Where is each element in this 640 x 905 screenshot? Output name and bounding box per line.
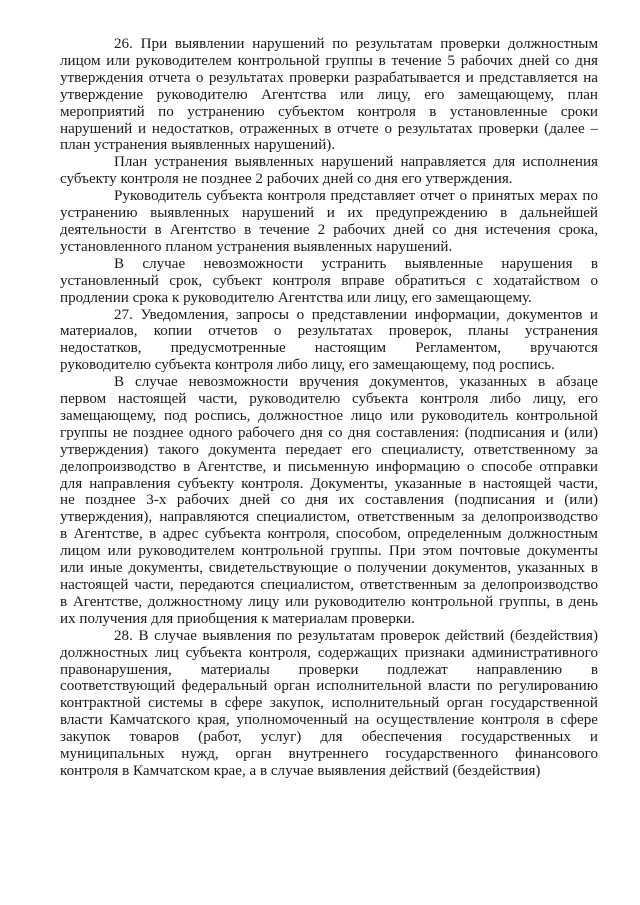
paragraph-26 xyxy=(60,36,598,154)
text-line: нарушений и недостатков, отраженных в отчете о результатах проверки (далее – xyxy=(60,120,598,137)
text-line: 28. В случае выявления по результатам проверок действий (бездействия) xyxy=(114,627,598,644)
text-line: 26. При выявлении нарушений по результатам проверки должностным xyxy=(114,36,598,52)
text-line: контроля в Камчатском крае, а в случае выявления действий (бездействия) xyxy=(60,762,541,779)
text-line: правонарушения, материалы проверки подлежат направлению в xyxy=(60,661,598,678)
text-line: утверждение руководителю Агентства или лицу, его замещающему, план xyxy=(60,86,598,103)
text-line: в Агентстве, в адрес субъекта контроля, способом, определенным должностным xyxy=(60,526,598,543)
text-line: лицом или руководителем контрольной группы. При этом почтовые документы xyxy=(60,543,598,560)
text-line: настоящей части, передаются специалистом, ответственным за делопроизводство xyxy=(60,577,598,593)
text-line: продлении срока к руководителю Агентства или лицу, его замещающему. xyxy=(60,289,532,306)
text-line: субъекту контроля не позднее 2 рабочих дней со дня его утверждения. xyxy=(60,171,513,188)
paragraph-26-report xyxy=(60,188,598,256)
text-line: не позднее 3-х рабочих дней со дня их составления (подписания и (или) xyxy=(60,492,598,509)
text-line: контрактной системы в сфере закупок, исполнительный орган государственной xyxy=(60,695,598,712)
text-line: план устранения выявленных нарушений). xyxy=(60,137,336,154)
text-line: утверждения), направляются специалистом, ответственным за делопроизводство xyxy=(60,509,598,526)
paragraph-27-delivery xyxy=(60,374,598,628)
text-line: утверждения отчета о результатах проверки разрабатывается и представляется на xyxy=(60,69,598,86)
text-line: установленный срок, субъект контроля вправе обратиться с ходатайством о xyxy=(60,272,598,289)
text-line: власти Камчатского края, уполномоченный на осуществление контроля в сфере xyxy=(60,712,598,729)
text-line: устранению выявленных нарушений и их предупреждению в дальнейшей xyxy=(60,205,598,222)
text-line: делопроизводство в Агентстве, и письменную информацию о способе отправки xyxy=(60,458,598,475)
text-line: мероприятий по устранению субъектом контроля в установленные сроки xyxy=(60,103,598,120)
paragraph-26-extension xyxy=(60,256,598,307)
text-line: утверждения) такого документа передает его специалисту, ответственному за xyxy=(60,441,598,458)
text-line: материалов, копии отчетов о результатах проверок, планы устранения xyxy=(60,323,598,340)
text-line: лицом или руководителем контрольной группы в течение 5 рабочих дней со дня xyxy=(60,52,598,69)
paragraph-27 xyxy=(60,307,598,375)
text-line: руководителю субъекта контроля либо лицу, его замещающему, под роспись. xyxy=(60,357,555,374)
paragraph-26-plan-sending xyxy=(60,154,598,188)
text-line: их получения для приобщения к материалам проверки. xyxy=(60,610,415,627)
text-line: Руководитель субъекта контроля представляет отчет о принятых мерах по xyxy=(114,188,598,205)
text-line: для направления субъекту контроля. Документы, указанные в настоящей части, xyxy=(60,475,598,492)
text-line: муниципальных нужд, орган внутреннего государственного финансового xyxy=(60,746,598,763)
text-line: должностных лиц субъекта контроля, содержащих признаки административного xyxy=(60,644,598,661)
text-line: замещающему, под роспись, должностное лицо или руководитель контрольной xyxy=(60,407,598,424)
text-line: или иные документы, свидетельствующие о получении документов, указанных в xyxy=(60,560,598,577)
text-line: установленного планом устранения выявленных нарушений. xyxy=(60,238,453,255)
text-line: в Агентстве, должностному лицу или руководителю контрольной группы, в день xyxy=(60,593,598,610)
text-line: В случае невозможности вручения документов, указанных в абзаце xyxy=(114,374,598,391)
text-line: деятельности в Агентство в течение 2 рабочих дней со дня истечения срока, xyxy=(60,221,598,238)
text-line: первом настоящей части, руководителю субъекта контроля либо лицу, его xyxy=(60,391,598,408)
text-line: В случае невозможности устранить выявленные нарушения в xyxy=(114,255,598,272)
paragraph-28 xyxy=(60,628,598,780)
text-line: группы не позднее одного рабочего дня со дня составления: (подписания и (или) xyxy=(60,424,598,441)
text-line: 27. Уведомления, запросы о представлении информации, документов и xyxy=(114,306,598,323)
text-line: закупок товаров (работ, услуг) для обеспечения государственных и xyxy=(60,729,598,746)
text-line: План устранения выявленных нарушений направляется для исполнения xyxy=(114,154,598,171)
text-line: недостатков, предусмотренные настоящим Регламентом, вручаются xyxy=(60,340,598,357)
document-page xyxy=(60,36,598,780)
text-line: соответствующий федеральный орган исполнительной власти по регулированию xyxy=(60,678,598,695)
